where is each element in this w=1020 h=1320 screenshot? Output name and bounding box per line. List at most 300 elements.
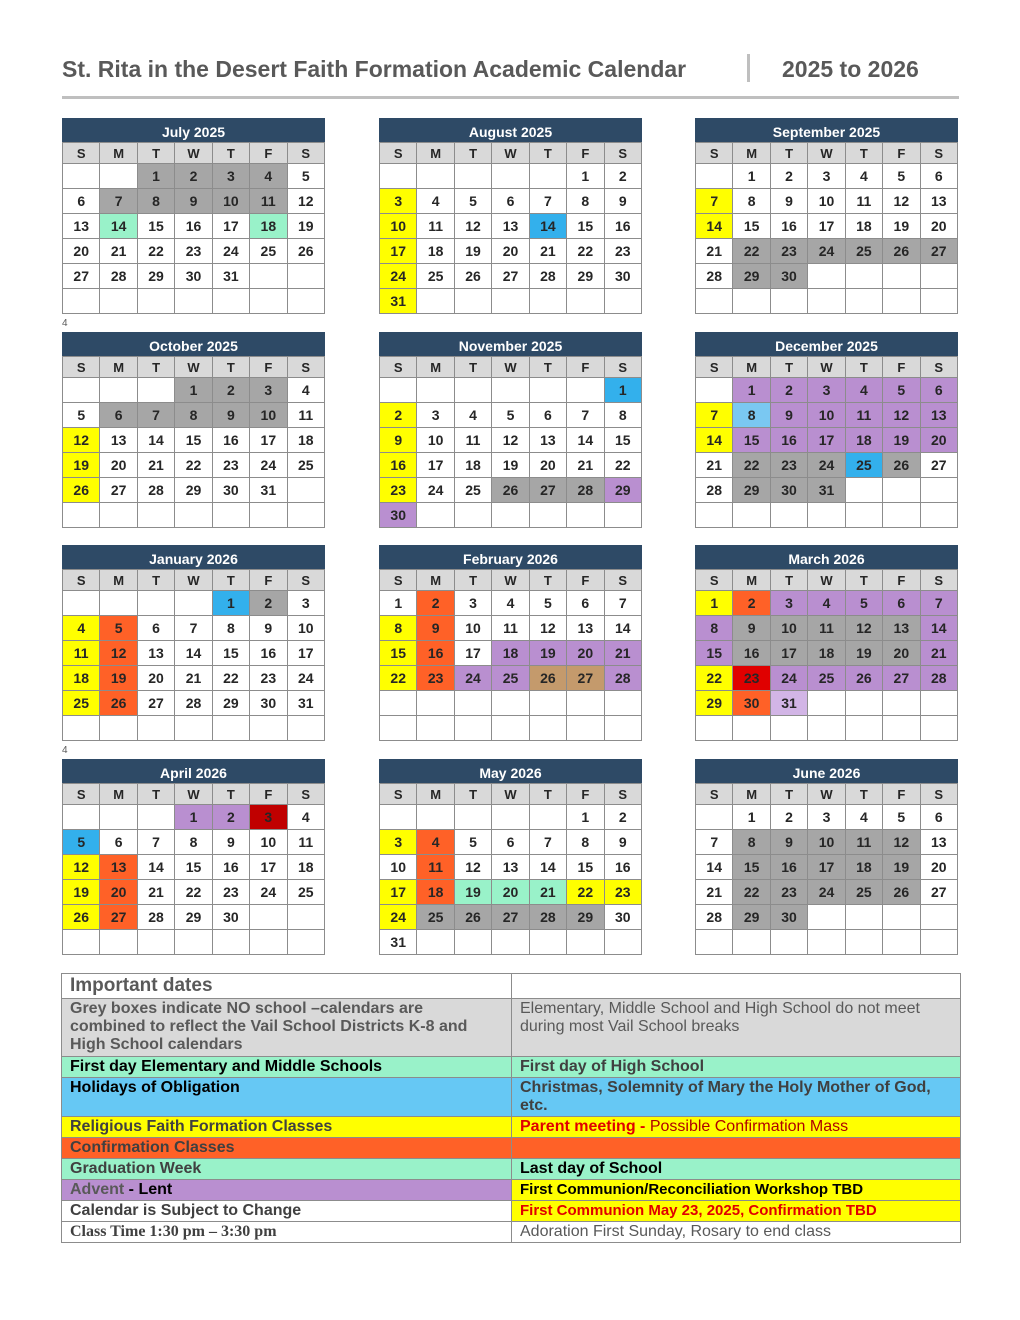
- weekday-row: [696, 357, 958, 378]
- week-row: [696, 666, 958, 691]
- empty-day-cell: [137, 805, 174, 830]
- day-cell: 12: [287, 189, 324, 214]
- weekday-header: S: [696, 784, 733, 805]
- empty-day-cell: [212, 930, 249, 955]
- day-cell: 27: [920, 239, 957, 264]
- day-cell: 9: [175, 189, 212, 214]
- empty-day-cell: [100, 289, 137, 314]
- day-cell: 3: [380, 830, 417, 855]
- day-cell: 18: [845, 428, 882, 453]
- empty-day-cell: [137, 716, 174, 741]
- weekday-header: M: [733, 784, 770, 805]
- day-cell: 2: [175, 164, 212, 189]
- empty-day-cell: [567, 930, 604, 955]
- day-cell: 14: [696, 214, 733, 239]
- day-cell: 8: [212, 616, 249, 641]
- empty-day-cell: [845, 905, 882, 930]
- day-cell: 8: [567, 189, 604, 214]
- day-cell: 25: [63, 691, 100, 716]
- day-cell: 10: [770, 616, 807, 641]
- month-grid: [62, 783, 325, 955]
- weekday-header: T: [137, 357, 174, 378]
- weekday-header: S: [920, 784, 957, 805]
- weekday-header: F: [250, 784, 287, 805]
- week-row: [696, 214, 958, 239]
- empty-day-cell: [883, 691, 920, 716]
- empty-day-cell: [696, 289, 733, 314]
- legend-yellow-left: Religious Faith Formation Classes: [62, 1117, 512, 1138]
- empty-day-cell: [567, 503, 604, 528]
- day-cell: 21: [100, 239, 137, 264]
- day-cell: 20: [63, 239, 100, 264]
- day-cell: 19: [100, 666, 137, 691]
- empty-day-cell: [808, 289, 845, 314]
- day-cell: 8: [380, 616, 417, 641]
- day-cell: 23: [604, 239, 641, 264]
- legend-row-advent: [62, 1180, 961, 1201]
- empty-day-cell: [63, 591, 100, 616]
- day-cell: 10: [808, 189, 845, 214]
- empty-day-cell: [287, 264, 324, 289]
- day-cell: 1: [733, 805, 770, 830]
- week-row: [696, 905, 958, 930]
- legend-header-blank: [512, 974, 961, 999]
- day-cell: 14: [920, 616, 957, 641]
- day-cell: 25: [417, 905, 454, 930]
- weekday-header: S: [287, 143, 324, 164]
- empty-day-cell: [380, 378, 417, 403]
- day-cell: 5: [454, 189, 491, 214]
- week-row: [696, 164, 958, 189]
- week-row: [696, 289, 958, 314]
- day-cell: 20: [883, 641, 920, 666]
- day-cell: 23: [417, 666, 454, 691]
- day-cell: 22: [175, 880, 212, 905]
- week-row: [63, 880, 325, 905]
- weekday-row: [63, 784, 325, 805]
- day-cell: 2: [770, 164, 807, 189]
- week-row: [380, 830, 642, 855]
- weekday-row: [380, 143, 642, 164]
- day-cell: 15: [733, 428, 770, 453]
- weekday-header: T: [529, 143, 566, 164]
- day-cell: 13: [529, 428, 566, 453]
- week-row: [380, 264, 642, 289]
- weekday-header: M: [100, 784, 137, 805]
- day-cell: 28: [696, 478, 733, 503]
- week-row: [63, 378, 325, 403]
- empty-day-cell: [920, 478, 957, 503]
- weekday-header: T: [529, 784, 566, 805]
- day-cell: 1: [733, 378, 770, 403]
- empty-day-cell: [808, 503, 845, 528]
- month-title: February 2026: [379, 545, 642, 569]
- day-cell: 12: [883, 189, 920, 214]
- day-cell: 24: [287, 666, 324, 691]
- day-cell: 27: [100, 905, 137, 930]
- day-cell: 5: [883, 378, 920, 403]
- day-cell: 15: [733, 214, 770, 239]
- empty-day-cell: [417, 164, 454, 189]
- empty-day-cell: [604, 289, 641, 314]
- weekday-header: S: [380, 784, 417, 805]
- day-cell: 31: [287, 691, 324, 716]
- empty-day-cell: [250, 503, 287, 528]
- empty-day-cell: [100, 503, 137, 528]
- empty-day-cell: [212, 716, 249, 741]
- day-cell: 4: [492, 591, 529, 616]
- empty-day-cell: [696, 378, 733, 403]
- day-cell: 30: [380, 503, 417, 528]
- week-row: [63, 805, 325, 830]
- day-cell: 18: [454, 453, 491, 478]
- empty-day-cell: [380, 805, 417, 830]
- day-cell: 12: [883, 830, 920, 855]
- empty-day-cell: [63, 164, 100, 189]
- day-cell: 24: [808, 453, 845, 478]
- day-cell: 12: [883, 403, 920, 428]
- week-row: [696, 591, 958, 616]
- day-cell: 15: [380, 641, 417, 666]
- week-row: [696, 855, 958, 880]
- empty-day-cell: [454, 691, 491, 716]
- day-cell: 14: [604, 616, 641, 641]
- day-cell: 19: [883, 214, 920, 239]
- day-cell: 1: [733, 164, 770, 189]
- day-cell: 4: [845, 805, 882, 830]
- day-cell: 29: [137, 264, 174, 289]
- empty-day-cell: [845, 691, 882, 716]
- day-cell: 30: [212, 478, 249, 503]
- day-cell: 18: [808, 641, 845, 666]
- day-cell: 31: [212, 264, 249, 289]
- day-cell: 14: [696, 428, 733, 453]
- day-cell: 10: [250, 403, 287, 428]
- week-row: [63, 716, 325, 741]
- empty-day-cell: [920, 930, 957, 955]
- day-cell: 6: [529, 403, 566, 428]
- week-row: [380, 591, 642, 616]
- legend-subject: Calendar is Subject to Change: [62, 1201, 512, 1222]
- weekday-header: S: [380, 570, 417, 591]
- month-calendar: [379, 332, 642, 528]
- day-cell: 6: [137, 616, 174, 641]
- day-cell: 12: [845, 616, 882, 641]
- day-cell: 17: [770, 641, 807, 666]
- day-cell: 15: [696, 641, 733, 666]
- day-cell: 25: [250, 239, 287, 264]
- legend-advent-left: [62, 1180, 512, 1201]
- weekday-header: S: [696, 357, 733, 378]
- day-cell: 1: [137, 164, 174, 189]
- month-grid: [62, 569, 325, 741]
- month-title: December 2025: [695, 332, 958, 356]
- day-cell: 22: [733, 453, 770, 478]
- day-cell: 5: [100, 616, 137, 641]
- week-row: [696, 403, 958, 428]
- day-cell: 26: [63, 478, 100, 503]
- month-title: March 2026: [695, 545, 958, 569]
- weekday-header: T: [529, 570, 566, 591]
- empty-day-cell: [883, 503, 920, 528]
- day-cell: 21: [529, 239, 566, 264]
- day-cell: 23: [250, 666, 287, 691]
- day-cell: 21: [529, 880, 566, 905]
- day-cell: 17: [250, 855, 287, 880]
- empty-day-cell: [883, 264, 920, 289]
- empty-day-cell: [63, 805, 100, 830]
- day-cell: 5: [63, 403, 100, 428]
- day-cell: 26: [454, 905, 491, 930]
- empty-day-cell: [63, 930, 100, 955]
- day-cell: 4: [845, 378, 882, 403]
- weekday-row: [63, 570, 325, 591]
- day-cell: 25: [492, 666, 529, 691]
- weekday-header: T: [529, 357, 566, 378]
- day-cell: 5: [845, 591, 882, 616]
- week-row: [696, 641, 958, 666]
- day-cell: 14: [100, 214, 137, 239]
- weekday-header: M: [417, 784, 454, 805]
- legend-header-row: [62, 974, 961, 999]
- day-cell: 20: [492, 880, 529, 905]
- day-cell: 16: [770, 428, 807, 453]
- month-grid: [379, 569, 642, 741]
- month-title: October 2025: [62, 332, 325, 356]
- week-row: [380, 855, 642, 880]
- empty-day-cell: [100, 930, 137, 955]
- week-row: [63, 930, 325, 955]
- empty-day-cell: [808, 716, 845, 741]
- empty-day-cell: [250, 930, 287, 955]
- weekday-header: W: [175, 784, 212, 805]
- day-cell: 25: [454, 478, 491, 503]
- day-cell: 6: [567, 591, 604, 616]
- empty-day-cell: [883, 930, 920, 955]
- month-grid: [379, 783, 642, 955]
- empty-day-cell: [845, 289, 882, 314]
- empty-day-cell: [454, 503, 491, 528]
- week-row: [380, 691, 642, 716]
- weekday-header: W: [175, 357, 212, 378]
- day-cell: 24: [808, 239, 845, 264]
- day-cell: 2: [770, 805, 807, 830]
- week-row: [696, 930, 958, 955]
- day-cell: 1: [175, 378, 212, 403]
- day-cell: 26: [529, 666, 566, 691]
- weekday-header: T: [770, 784, 807, 805]
- day-cell: 5: [883, 164, 920, 189]
- month-title: November 2025: [379, 332, 642, 356]
- day-cell: 21: [604, 641, 641, 666]
- day-cell: 13: [920, 830, 957, 855]
- empty-day-cell: [808, 691, 845, 716]
- day-cell: 29: [567, 264, 604, 289]
- day-cell: 7: [175, 616, 212, 641]
- day-cell: 11: [287, 830, 324, 855]
- day-cell: 19: [883, 428, 920, 453]
- empty-day-cell: [250, 289, 287, 314]
- empty-day-cell: [770, 503, 807, 528]
- day-cell: 2: [250, 591, 287, 616]
- empty-day-cell: [175, 289, 212, 314]
- day-cell: 10: [287, 616, 324, 641]
- weekday-header: W: [175, 570, 212, 591]
- empty-day-cell: [492, 503, 529, 528]
- weekday-header: S: [287, 570, 324, 591]
- week-row: [380, 905, 642, 930]
- day-cell: 23: [175, 239, 212, 264]
- week-row: [380, 214, 642, 239]
- weekday-header: T: [454, 570, 491, 591]
- day-cell: 13: [920, 189, 957, 214]
- day-cell: 22: [604, 453, 641, 478]
- day-cell: 18: [287, 855, 324, 880]
- day-cell: 22: [175, 453, 212, 478]
- week-row: [380, 641, 642, 666]
- day-cell: 2: [212, 378, 249, 403]
- month-title: July 2025: [62, 118, 325, 142]
- day-cell: 10: [808, 403, 845, 428]
- empty-day-cell: [529, 164, 566, 189]
- week-row: [380, 666, 642, 691]
- empty-day-cell: [770, 716, 807, 741]
- empty-day-cell: [529, 930, 566, 955]
- empty-day-cell: [770, 930, 807, 955]
- weekday-header: F: [250, 143, 287, 164]
- weekday-header: M: [733, 143, 770, 164]
- academic-year: 2025 to 2026: [782, 56, 919, 82]
- day-cell: 27: [567, 666, 604, 691]
- day-cell: 31: [380, 930, 417, 955]
- empty-day-cell: [380, 691, 417, 716]
- day-cell: 20: [920, 855, 957, 880]
- legend-communion: First Communion May 23, 2025, Confirmation TBD: [512, 1201, 961, 1222]
- weekday-header: T: [845, 784, 882, 805]
- empty-day-cell: [492, 164, 529, 189]
- weekday-header: F: [883, 570, 920, 591]
- day-cell: 26: [454, 264, 491, 289]
- empty-day-cell: [100, 164, 137, 189]
- day-cell: 13: [920, 403, 957, 428]
- empty-day-cell: [417, 716, 454, 741]
- month-grid: [62, 142, 325, 314]
- day-cell: 1: [175, 805, 212, 830]
- weekday-header: F: [883, 357, 920, 378]
- weekday-header: S: [287, 784, 324, 805]
- legend-row-graduation: [62, 1159, 961, 1180]
- legend-row-blue: [62, 1078, 961, 1117]
- month-title: September 2025: [695, 118, 958, 142]
- day-cell: 24: [380, 905, 417, 930]
- day-cell: 18: [63, 666, 100, 691]
- day-cell: 10: [250, 830, 287, 855]
- legend-row-classtime: [62, 1222, 961, 1243]
- day-cell: 4: [454, 403, 491, 428]
- weekday-header: F: [883, 143, 920, 164]
- weekday-header: W: [492, 570, 529, 591]
- lent-text: Lent: [138, 1181, 173, 1198]
- day-cell: 6: [920, 378, 957, 403]
- day-cell: 21: [920, 641, 957, 666]
- day-cell: 27: [920, 453, 957, 478]
- day-cell: 16: [212, 428, 249, 453]
- legend-blue-right: Christmas, Solemnity of Mary the Holy Mother of God, etc.: [512, 1078, 961, 1117]
- day-cell: 18: [417, 880, 454, 905]
- day-cell: 10: [380, 855, 417, 880]
- empty-day-cell: [808, 930, 845, 955]
- day-cell: 14: [175, 641, 212, 666]
- day-cell: 7: [137, 403, 174, 428]
- day-cell: 8: [733, 830, 770, 855]
- page-title: St. Rita in the Desert Faith Formation Academic Calendar: [62, 56, 687, 82]
- empty-day-cell: [696, 930, 733, 955]
- legend-grey-left: Grey boxes indicate NO school –calendars are combined to reflect the Vail School Districts K-8 and High School calendars: [62, 999, 512, 1057]
- week-row: [696, 453, 958, 478]
- week-row: [63, 855, 325, 880]
- empty-day-cell: [250, 264, 287, 289]
- day-cell: 9: [417, 616, 454, 641]
- day-cell: 13: [63, 214, 100, 239]
- month-title: May 2026: [379, 759, 642, 783]
- weekday-header: S: [604, 784, 641, 805]
- day-cell: 29: [212, 691, 249, 716]
- day-cell: 29: [733, 264, 770, 289]
- empty-day-cell: [696, 805, 733, 830]
- day-cell: 20: [567, 641, 604, 666]
- empty-day-cell: [770, 289, 807, 314]
- legend-class-time: Class Time 1:30 pm – 3:30 pm: [62, 1222, 512, 1243]
- day-cell: 9: [604, 189, 641, 214]
- month-calendar: [695, 118, 958, 314]
- day-cell: 16: [770, 214, 807, 239]
- empty-day-cell: [604, 930, 641, 955]
- empty-day-cell: [529, 503, 566, 528]
- day-cell: 21: [696, 880, 733, 905]
- month-calendar: [379, 545, 642, 741]
- day-cell: 11: [63, 641, 100, 666]
- day-cell: 30: [604, 264, 641, 289]
- day-cell: 8: [175, 830, 212, 855]
- day-cell: 7: [137, 830, 174, 855]
- week-row: [63, 641, 325, 666]
- day-cell: 23: [733, 666, 770, 691]
- day-cell: 19: [63, 453, 100, 478]
- empty-day-cell: [883, 289, 920, 314]
- empty-day-cell: [100, 591, 137, 616]
- empty-day-cell: [100, 805, 137, 830]
- empty-day-cell: [529, 289, 566, 314]
- weekday-header: F: [567, 784, 604, 805]
- empty-day-cell: [492, 289, 529, 314]
- week-row: [63, 905, 325, 930]
- day-cell: 25: [287, 453, 324, 478]
- day-cell: 7: [604, 591, 641, 616]
- day-cell: 23: [770, 453, 807, 478]
- empty-day-cell: [733, 930, 770, 955]
- day-cell: 29: [175, 478, 212, 503]
- empty-day-cell: [845, 716, 882, 741]
- day-cell: 30: [733, 691, 770, 716]
- day-cell: 3: [212, 164, 249, 189]
- empty-day-cell: [380, 164, 417, 189]
- day-cell: 28: [137, 905, 174, 930]
- day-cell: 12: [100, 641, 137, 666]
- day-cell: 17: [287, 641, 324, 666]
- day-cell: 30: [175, 264, 212, 289]
- day-cell: 29: [696, 691, 733, 716]
- weekday-header: M: [733, 570, 770, 591]
